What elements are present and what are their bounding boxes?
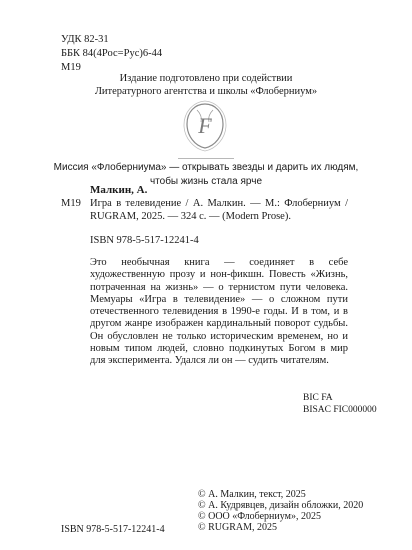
annotation [90, 257, 348, 368]
bisac-code: BISAC FIC000000 [303, 405, 377, 415]
bic-code: BIC FA [303, 393, 333, 403]
copyright-line: © А. Малкин, текст, 2025 [198, 489, 306, 500]
publisher-line-1: Издание подготовлено при содействии [119, 73, 293, 84]
mission-line-1: Миссия «Флоберниума» — открывать звезды и дарить их людям, [53, 162, 359, 173]
copyright-line: © RUGRAM, 2025 [198, 522, 277, 533]
catalog-author: Малкин, А. [90, 184, 148, 196]
author-sign: М19 [61, 62, 81, 73]
logo-divider [178, 158, 234, 159]
catalog-entry: Игра в телевидение / А. Малкин. — М.: Флоберниум / RUGRAM, 2025. — 324 с. — (Modern Prose). [90, 198, 348, 222]
annotation-text: Это необычная книга — соединяет в себе художественную прозу и нон-фикшн. Повесть «Жизнь, потраченная на жизнь» — о тернистом пути человека. Мемуары «Игра в телевидение» — о сложном пути отечественного телевидения в 1990-е годы. И в том, и в другом жанре изображен кардинальный поворот судьбы. Он обусловлен не только историческим временем, но и новым типом людей, словно подкинутых Богом в мир для эксперимента. Удался ли он — судить читателям. [90, 257, 348, 367]
floberium-logo-icon [181, 100, 229, 152]
publisher-line-2: Литературного агентства и школы «Флоберниум» [94, 86, 318, 97]
copyright-line: © А. Кудрявцев, дизайн обложки, 2020 [198, 500, 364, 511]
udk-code: УДК 82-31 [61, 34, 109, 45]
catalog-code: М19 [61, 198, 81, 209]
logo-letter: F [198, 113, 212, 138]
bottom-isbn: ISBN 978-5-517-12241-4 [61, 524, 165, 535]
catalog-isbn: ISBN 978-5-517-12241-4 [90, 235, 199, 246]
mission-line-2: чтобы жизнь стала ярче [149, 176, 263, 187]
copyright-line: © ООО «Флоберниум», 2025 [198, 511, 321, 522]
bbk-code: ББК 84(4Рос=Рус)6-44 [61, 48, 163, 59]
